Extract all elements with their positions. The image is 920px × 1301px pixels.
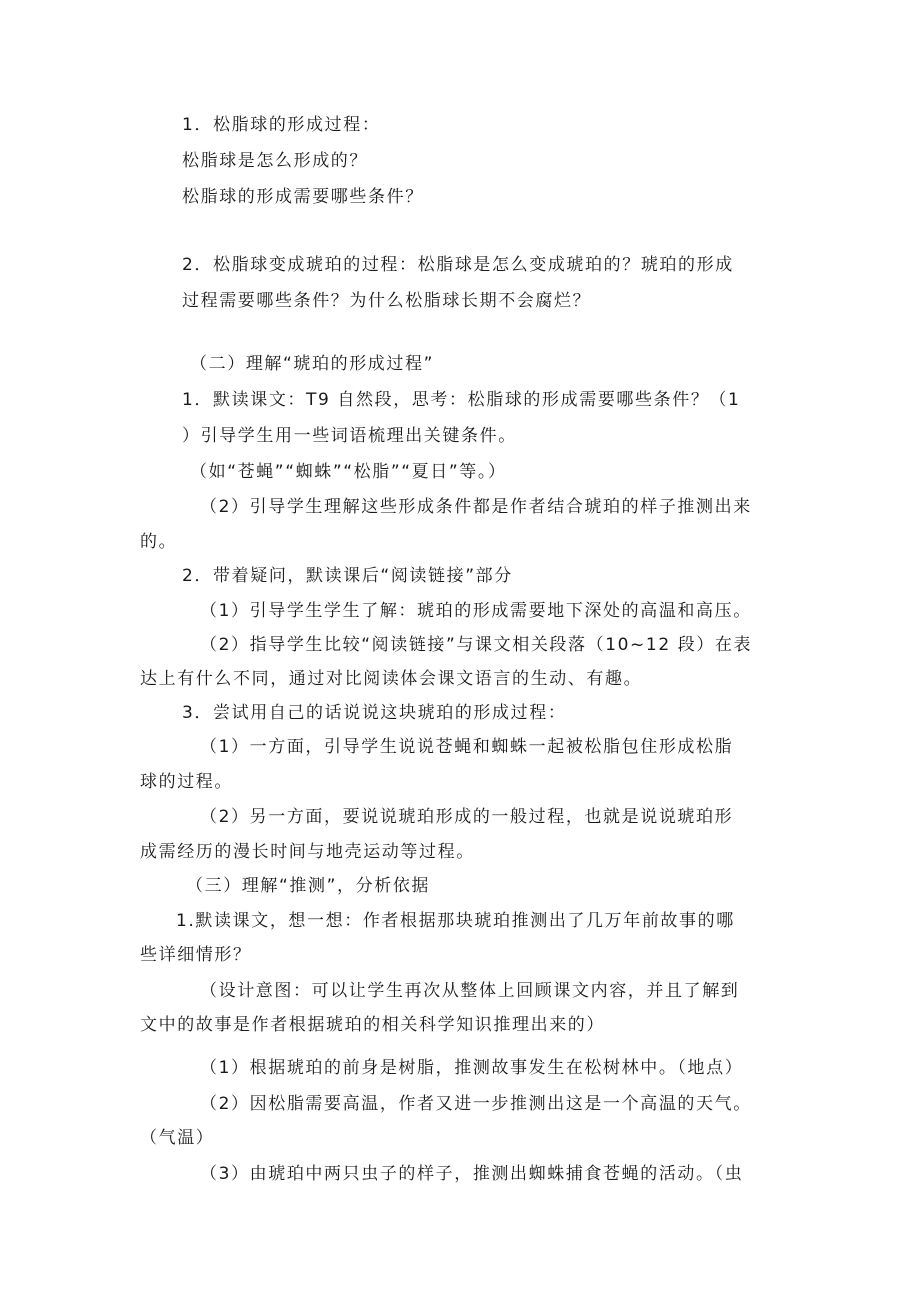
- text-line: （2）引导学生理解这些形成条件都是作者结合琥珀的样子推测出来: [200, 497, 752, 517]
- section-heading: （二）理解“琥珀的形成过程”: [190, 354, 435, 374]
- text-line: 球的过程。: [140, 772, 233, 792]
- text-line: 2．松脂球变成琥珀的过程：松脂球是怎么变成琥珀的？琥珀的形成: [182, 255, 734, 275]
- text-line: 1.默读课文，想一想：作者根据那块琥珀推测出了几万年前故事的哪: [176, 911, 735, 931]
- text-line: ）引导学生用一些词语梳理出关键条件。: [182, 426, 517, 446]
- text-line: 松脂球是怎么形成的？: [182, 151, 368, 171]
- text-line: 2．带着疑问，默读课后“阅读链接”部分: [182, 566, 513, 586]
- text-line: （气温）: [140, 1128, 215, 1148]
- text-line: 些详细情形？: [140, 945, 252, 965]
- text-line: （如“苍蝇”“蜘蛛”“松脂”“夏日”等。）: [190, 462, 507, 482]
- text-line: 过程需要哪些条件？为什么松脂球长期不会腐烂？: [182, 291, 592, 311]
- text-line: 文中的故事是作者根据琥珀的相关科学知识推理出来的）: [140, 1015, 605, 1035]
- text-line: 1．默读课文：T9 自然段，思考：松脂球的形成需要哪些条件？（1: [182, 390, 741, 410]
- text-line: （1）一方面，引导学生说说苍蝇和蜘蛛一起被松脂包住形成松脂: [200, 737, 734, 757]
- text-line: 松脂球的形成需要哪些条件？: [182, 187, 424, 207]
- text-line: 成需经历的漫长时间与地壳运动等过程。: [140, 842, 475, 862]
- section-heading: （三）理解“推测”，分析依据: [186, 876, 431, 896]
- text-line: 的。: [140, 532, 178, 552]
- text-line: （2）指导学生比较“阅读链接”与课文相关段落（10~12 段）在表: [200, 635, 753, 655]
- text-line: （1）引导学生学生了解：琥珀的形成需要地下深处的高温和高压。: [200, 601, 752, 621]
- text-line: 3．尝试用自己的话说说这块琥珀的形成过程：: [182, 703, 567, 723]
- text-line: 达上有什么不同，通过对比阅读体会课文语言的生动、有趣。: [140, 669, 643, 689]
- text-line: （设计意图：可以让学生再次从整体上回顾课文内容，并且了解到: [200, 981, 740, 1001]
- text-line: （2）因松脂需要高温，作者又进一步推测出这是一个高温的天气。: [200, 1094, 752, 1114]
- text-line: （3）由琥珀中两只虫子的样子，推测出蜘蛛捕食苍蝇的活动。（虫: [200, 1164, 744, 1184]
- text-line: （2）另一方面，要说说琥珀形成的一般过程，也就是说说琥珀形: [200, 807, 734, 827]
- text-line: （1）根据琥珀的前身是树脂，推测故事发生在松树林中。（地点）: [200, 1058, 744, 1078]
- text-line: 1．松脂球的形成过程：: [182, 115, 381, 135]
